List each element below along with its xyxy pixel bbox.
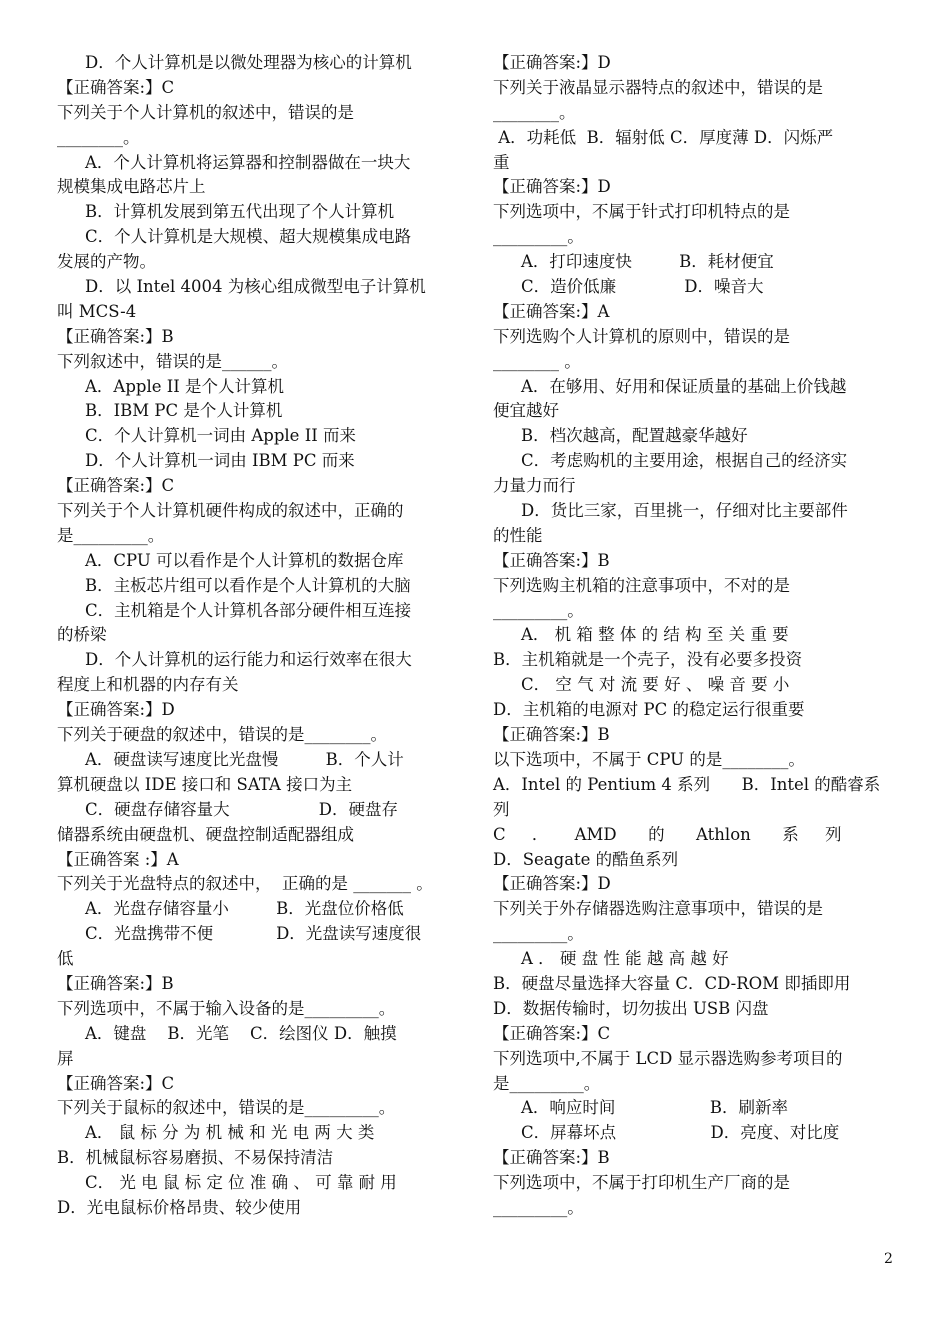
text-line: C．考虑购机的主要用途，根据自己的经济实 [521, 451, 848, 471]
text-line: C．个人计算机一词由 Apple II 而来 [85, 426, 356, 446]
text-line: A．功耗低 B．辐射低 C．厚度薄 D．闪烁严 [493, 127, 834, 147]
text-line: 下列选项中,不属于 LCD 显示器选购参考项目的 [493, 1048, 843, 1068]
text-line: 下列选项中，不属于打印机生产厂商的是 [493, 1173, 790, 1193]
text-line: A．个人计算机将运算器和控制器做在一块大 [85, 152, 411, 172]
text-line: 【正确答案:】D [493, 53, 611, 72]
text-line: 【正确答案 :】A [57, 849, 179, 869]
text-line: 便宜越好 [493, 401, 559, 421]
text-line: 是_________。 [57, 525, 165, 545]
text-line: C．硬盘存储容量大 D．硬盘存 [85, 799, 399, 819]
text-line: 【正确答案:】A [493, 301, 610, 321]
text-line: 算机硬盘以 IDE 接口和 SATA 接口为主 [57, 774, 353, 794]
text-line: C ． AMD 的 Athlon 系 列 [493, 824, 842, 844]
text-line: A． 鼠 标 分 为 机 械 和 光 电 两 大 类 [85, 1123, 375, 1143]
text-line: 下列关于液晶显示器特点的叙述中，错误的是 [493, 77, 823, 97]
text-line: D．Seagate 的酷鱼系列 [493, 849, 679, 869]
text-line: 下列选购主机箱的注意事项中，不对的是 [493, 575, 790, 595]
text-line: C．光盘携带不便 D．光盘读写速度很 [85, 924, 422, 944]
text-line: C．个人计算机是大规模、超大规模集成电路 [85, 227, 412, 247]
text-line: 下列关于鼠标的叙述中，错误的是_________。 [57, 1098, 396, 1118]
text-line: _________。 [493, 600, 584, 620]
text-line: _________。 [493, 1197, 584, 1217]
text-line: A． 机 箱 整 体 的 结 构 至 关 重 要 [521, 625, 789, 645]
text-line: D．主机箱的电源对 PC 的稳定运行很重要 [493, 700, 805, 720]
text-line: 储器系统由硬盘机、硬盘控制适配器组成 [57, 824, 354, 844]
left-text-column [57, 51, 461, 1221]
text-line: 下列关于个人计算机硬件构成的叙述中，正确的 [57, 501, 404, 521]
text-line: A．键盘 B．光笔 C．绘图仪 D．触摸 [85, 1023, 397, 1043]
text-line: 规模集成电路芯片上 [57, 177, 206, 197]
text-line: 【正确答案:】C [57, 476, 175, 496]
text-line: 叫 MCS-4 [57, 301, 137, 321]
text-line: 下列关于硬盘的叙述中，错误的是________。 [57, 725, 387, 745]
text-line: A．在够用、好用和保证质量的基础上价钱越 [521, 376, 847, 396]
text-line: D．光电鼠标价格昂贵、较少使用 [57, 1197, 302, 1217]
text-line: A．Intel 的 Pentium 4 系列 B．Intel 的酷睿系 [493, 774, 881, 794]
text-line: 【正确答案:】D [493, 177, 611, 197]
text-line: D．个人计算机的运行能力和运行效率在很大 [85, 650, 412, 670]
text-line: ________。 [57, 127, 140, 147]
text-line: C．屏幕坏点 D．亮度、对比度 [521, 1123, 840, 1143]
text-line: B．主板芯片组可以看作是个人计算机的大脑 [85, 575, 411, 595]
text-line: A．CPU 可以看作是个人计算机的数据仓库 [85, 550, 404, 570]
text-line: D．个人计算机是以微处理器为核心的计算机 [85, 53, 412, 72]
text-line: 【正确答案:】B [57, 973, 174, 993]
text-line: 屏 [57, 1048, 74, 1068]
text-line: B．IBM PC 是个人计算机 [85, 401, 283, 421]
text-line: B．计算机发展到第五代出现了个人计算机 [85, 202, 395, 222]
text-line: C． 光 电 鼠 标 定 位 准 确 、 可 靠 耐 用 [85, 1173, 397, 1193]
text-line: 程度上和机器的内存有关 [57, 675, 239, 695]
text-line: 下列选购个人计算机的原则中，错误的是 [493, 326, 790, 346]
text-line: A．光盘存储容量小 B．光盘位价格低 [85, 899, 404, 919]
text-line: 【正确答案:】C [493, 1023, 611, 1043]
text-line: A ． 硬 盘 性 能 越 高 越 好 [521, 949, 729, 969]
text-line: B．档次越高，配置越豪华越好 [521, 426, 748, 446]
text-line: 列 [493, 799, 510, 819]
text-line: 【正确答案:】B [57, 326, 174, 346]
text-line: B．机械鼠标容易磨损、不易保持清洁 [57, 1148, 334, 1168]
text-line: 【正确答案:】B [493, 1148, 610, 1168]
text-line: 【正确答案:】B [493, 725, 610, 745]
text-line: C． 空 气 对 流 要 好 、 噪 音 要 小 [521, 675, 790, 695]
text-line: 以下选项中，不属于 CPU 的是________。 [493, 749, 805, 769]
text-line: ________。 [493, 102, 576, 122]
text-line: 【正确答案:】D [493, 874, 611, 894]
text-line: 发展的产物。 [57, 252, 156, 272]
text-line: B．主机箱就是一个壳子，没有必要多投资 [493, 650, 803, 670]
text-line: 力量力而行 [493, 476, 576, 496]
text-line: ________ 。 [493, 351, 581, 371]
text-line: 下列叙述中，错误的是______。 [57, 351, 288, 371]
page-number: 2 [884, 1251, 893, 1267]
text-line: 【正确答案:】B [493, 550, 610, 570]
text-line: 下列关于个人计算机的叙述中，错误的是 [57, 102, 354, 122]
text-line: 的桥梁 [57, 625, 107, 645]
text-line: 【正确答案:】D [57, 700, 175, 720]
text-line: D．货比三家，百里挑一，仔细对比主要部件 [521, 501, 848, 521]
text-line: 下列选项中，不属于输入设备的是_________。 [57, 998, 396, 1018]
text-line: 的性能 [493, 525, 543, 545]
right-text-column [493, 51, 899, 1221]
text-line: _________。 [493, 924, 584, 944]
text-line: _________。 [493, 227, 584, 247]
text-line: 下列选项中，不属于针式打印机特点的是 [493, 202, 790, 222]
text-line: A．响应时间 B．刷新率 [521, 1098, 788, 1118]
text-line: A．硬盘读写速度比光盘慢 B．个人计 [85, 749, 404, 769]
text-line: D．以 Intel 4004 为核心组成微型电子计算机 [85, 277, 426, 297]
text-line: C．主机箱是个人计算机各部分硬件相互连接 [85, 600, 412, 620]
text-line: 重 [493, 152, 510, 172]
text-line: D．个人计算机一词由 IBM PC 而来 [85, 451, 355, 471]
text-line: C．造价低廉 D．噪音大 [521, 277, 764, 297]
text-line: 低 [57, 949, 74, 969]
text-line: B．硬盘尽量选择大容量 C．CD-ROM 即插即用 [493, 973, 851, 993]
text-line: D．数据传输时，切勿拔出 USB 闪盘 [493, 998, 769, 1018]
text-line: 【正确答案:】C [57, 77, 175, 97]
text-line: 【正确答案:】C [57, 1073, 175, 1093]
text-line: A．Apple II 是个人计算机 [85, 376, 285, 396]
text-line: A．打印速度快 B．耗材便宜 [521, 252, 774, 272]
text-line: 是_________。 [493, 1073, 601, 1093]
text-line: 下列关于外存储器选购注意事项中，错误的是 [493, 899, 823, 919]
text-line: 下列关于光盘特点的叙述中， 正确的是 _______ 。 [57, 874, 433, 894]
